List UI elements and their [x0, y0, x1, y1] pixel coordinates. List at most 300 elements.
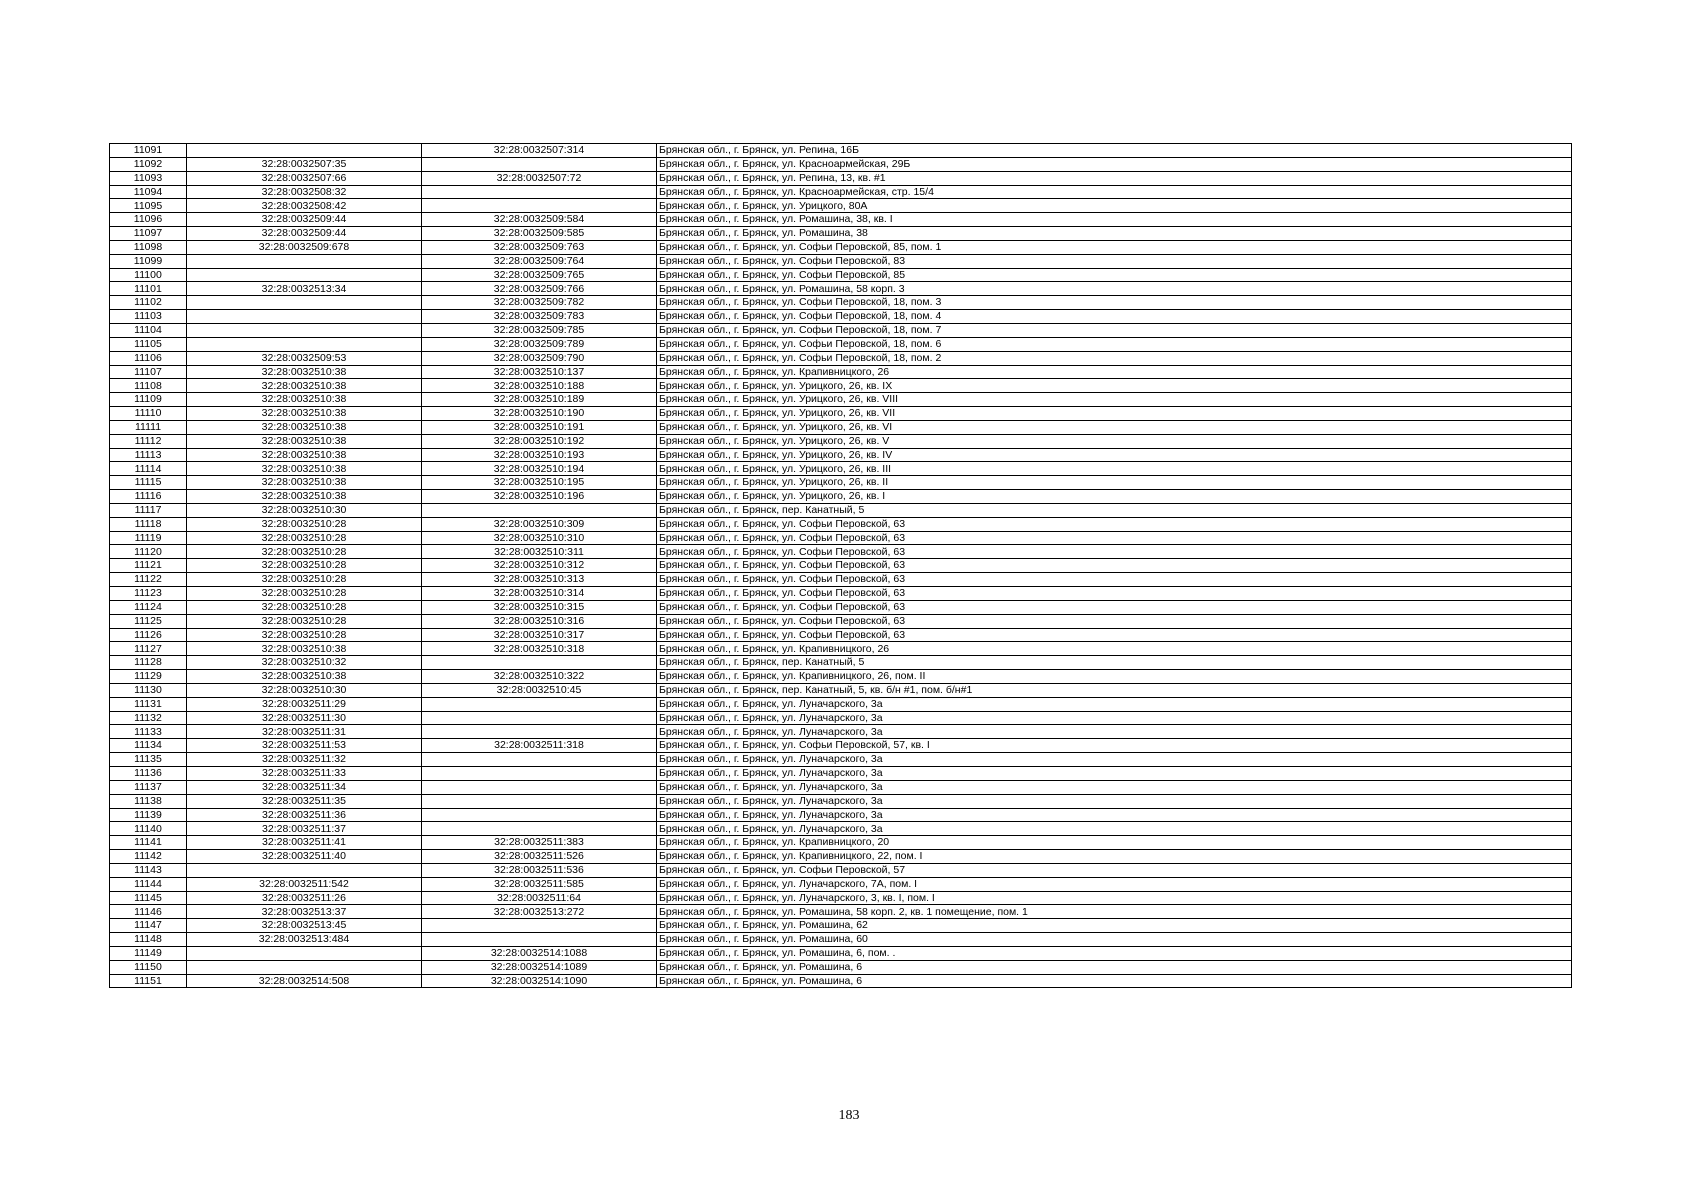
row-number-cell: 11105 — [110, 337, 187, 351]
object-cadastral-number-cell: 32:28:0032509:766 — [422, 282, 657, 296]
row-number-cell: 11111 — [110, 420, 187, 434]
row-number-cell: 11099 — [110, 254, 187, 268]
object-cadastral-number-cell — [422, 780, 657, 794]
address-cell: Брянская обл., г. Брянск, ул. Крапивницкого, 20 — [657, 836, 1572, 850]
table-row — [110, 753, 1572, 767]
row-number-cell: 11101 — [110, 282, 187, 296]
row-number-cell: 11126 — [110, 628, 187, 642]
row-number-cell: 11123 — [110, 587, 187, 601]
object-cadastral-number-cell — [422, 199, 657, 213]
land-cadastral-number-cell: 32:28:0032510:30 — [187, 503, 422, 517]
row-number-cell: 11108 — [110, 379, 187, 393]
land-cadastral-number-cell — [187, 323, 422, 337]
land-cadastral-number-cell: 32:28:0032510:28 — [187, 517, 422, 531]
address-cell: Брянская обл., г. Брянск, ул. Софьи Перовской, 63 — [657, 545, 1572, 559]
land-cadastral-number-cell: 32:28:0032510:38 — [187, 379, 422, 393]
object-cadastral-number-cell: 32:28:0032510:195 — [422, 476, 657, 490]
land-cadastral-number-cell: 32:28:0032508:42 — [187, 199, 422, 213]
land-cadastral-number-cell: 32:28:0032507:35 — [187, 157, 422, 171]
address-cell: Брянская обл., г. Брянск, ул. Софьи Перовской, 18, пом. 6 — [657, 337, 1572, 351]
row-number-cell: 11124 — [110, 600, 187, 614]
row-number-cell: 11132 — [110, 711, 187, 725]
object-cadastral-number-cell: 32:28:0032510:188 — [422, 379, 657, 393]
table-row — [110, 517, 1572, 531]
land-cadastral-number-cell: 32:28:0032511:34 — [187, 780, 422, 794]
object-cadastral-number-cell: 32:28:0032510:190 — [422, 407, 657, 421]
address-cell: Брянская обл., г. Брянск, ул. Урицкого, 26, кв. VII — [657, 407, 1572, 421]
row-number-cell: 11109 — [110, 393, 187, 407]
row-number-cell: 11130 — [110, 683, 187, 697]
object-cadastral-number-cell: 32:28:0032509:783 — [422, 310, 657, 324]
row-number-cell: 11110 — [110, 407, 187, 421]
row-number-cell: 11095 — [110, 199, 187, 213]
table-row — [110, 891, 1572, 905]
table-row — [110, 420, 1572, 434]
land-cadastral-number-cell: 32:28:0032511:26 — [187, 891, 422, 905]
address-cell: Брянская обл., г. Брянск, ул. Софьи Перовской, 57 — [657, 863, 1572, 877]
object-cadastral-number-cell: 32:28:0032510:189 — [422, 393, 657, 407]
object-cadastral-number-cell: 32:28:0032509:790 — [422, 351, 657, 365]
object-cadastral-number-cell — [422, 822, 657, 836]
land-cadastral-number-cell: 32:28:0032510:38 — [187, 420, 422, 434]
row-number-cell: 11131 — [110, 697, 187, 711]
row-number-cell: 11104 — [110, 323, 187, 337]
object-cadastral-number-cell: 32:28:0032510:314 — [422, 587, 657, 601]
object-cadastral-number-cell: 32:28:0032509:584 — [422, 213, 657, 227]
land-cadastral-number-cell: 32:28:0032510:38 — [187, 670, 422, 684]
table-row — [110, 227, 1572, 241]
table-row — [110, 323, 1572, 337]
table-row — [110, 448, 1572, 462]
row-number-cell: 11119 — [110, 531, 187, 545]
address-cell: Брянская обл., г. Брянск, ул. Репина, 13, кв. #1 — [657, 171, 1572, 185]
address-cell: Брянская обл., г. Брянск, ул. Софьи Перовской, 18, пом. 4 — [657, 310, 1572, 324]
row-number-cell: 11121 — [110, 559, 187, 573]
table-row — [110, 434, 1572, 448]
object-cadastral-number-cell — [422, 157, 657, 171]
table-row — [110, 476, 1572, 490]
address-cell: Брянская обл., г. Брянск, ул. Луначарского, 3а — [657, 780, 1572, 794]
land-cadastral-number-cell — [187, 863, 422, 877]
row-number-cell: 11115 — [110, 476, 187, 490]
address-cell: Брянская обл., г. Брянск, ул. Луначарского, 3, кв. I, пом. I — [657, 891, 1572, 905]
object-cadastral-number-cell: 32:28:0032511:585 — [422, 877, 657, 891]
land-cadastral-number-cell: 32:28:0032510:32 — [187, 656, 422, 670]
row-number-cell: 11106 — [110, 351, 187, 365]
table-row — [110, 919, 1572, 933]
address-cell: Брянская обл., г. Брянск, ул. Красноармейская, стр. 15/4 — [657, 185, 1572, 199]
address-cell: Брянская обл., г. Брянск, ул. Софьи Перовской, 18, пом. 7 — [657, 323, 1572, 337]
table-row — [110, 559, 1572, 573]
table-row — [110, 836, 1572, 850]
address-cell: Брянская обл., г. Брянск, ул. Луначарского, 3а — [657, 753, 1572, 767]
object-cadastral-number-cell: 32:28:0032510:192 — [422, 434, 657, 448]
object-cadastral-number-cell — [422, 919, 657, 933]
address-cell: Брянская обл., г. Брянск, ул. Софьи Перовской, 85 — [657, 268, 1572, 282]
object-cadastral-number-cell: 32:28:0032511:64 — [422, 891, 657, 905]
table-row — [110, 725, 1572, 739]
registry-table-body — [110, 144, 1572, 988]
address-cell: Брянская обл., г. Брянск, ул. Луначарского, 3а — [657, 794, 1572, 808]
object-cadastral-number-cell — [422, 933, 657, 947]
object-cadastral-number-cell: 32:28:0032509:782 — [422, 296, 657, 310]
address-cell: Брянская обл., г. Брянск, ул. Ромашина, 60 — [657, 933, 1572, 947]
address-cell: Брянская обл., г. Брянск, ул. Крапивницкого, 26, пом. II — [657, 670, 1572, 684]
address-cell: Брянская обл., г. Брянск, ул. Крапивницкого, 22, пом. I — [657, 850, 1572, 864]
address-cell: Брянская обл., г. Брянск, ул. Софьи Перовской, 63 — [657, 600, 1572, 614]
object-cadastral-number-cell: 32:28:0032513:272 — [422, 905, 657, 919]
row-number-cell: 11118 — [110, 517, 187, 531]
object-cadastral-number-cell: 32:28:0032510:322 — [422, 670, 657, 684]
table-row — [110, 310, 1572, 324]
object-cadastral-number-cell: 32:28:0032509:765 — [422, 268, 657, 282]
object-cadastral-number-cell — [422, 766, 657, 780]
row-number-cell: 11122 — [110, 573, 187, 587]
object-cadastral-number-cell — [422, 503, 657, 517]
table-row — [110, 407, 1572, 421]
table-row — [110, 683, 1572, 697]
address-cell: Брянская обл., г. Брянск, ул. Ромашина, 58 корп. 2, кв. 1 помещение, пом. 1 — [657, 905, 1572, 919]
row-number-cell: 11113 — [110, 448, 187, 462]
object-cadastral-number-cell: 32:28:0032514:1090 — [422, 974, 657, 988]
table-row — [110, 780, 1572, 794]
row-number-cell: 11120 — [110, 545, 187, 559]
object-cadastral-number-cell: 32:28:0032510:309 — [422, 517, 657, 531]
land-cadastral-number-cell: 32:28:0032511:31 — [187, 725, 422, 739]
table-row — [110, 905, 1572, 919]
table-row — [110, 462, 1572, 476]
address-cell: Брянская обл., г. Брянск, ул. Урицкого, 26, кв. II — [657, 476, 1572, 490]
row-number-cell: 11134 — [110, 739, 187, 753]
address-cell: Брянская обл., г. Брянск, ул. Урицкого, 26, кв. III — [657, 462, 1572, 476]
land-cadastral-number-cell: 32:28:0032509:44 — [187, 213, 422, 227]
land-cadastral-number-cell: 32:28:0032510:38 — [187, 365, 422, 379]
table-row — [110, 379, 1572, 393]
address-cell: Брянская обл., г. Брянск, пер. Канатный, 5, кв. б/н #1, пом. б/н#1 — [657, 683, 1572, 697]
land-cadastral-number-cell: 32:28:0032513:37 — [187, 905, 422, 919]
row-number-cell: 11096 — [110, 213, 187, 227]
land-cadastral-number-cell — [187, 337, 422, 351]
land-cadastral-number-cell: 32:28:0032510:28 — [187, 545, 422, 559]
row-number-cell: 11148 — [110, 933, 187, 947]
row-number-cell: 11142 — [110, 850, 187, 864]
table-row — [110, 545, 1572, 559]
row-number-cell: 11103 — [110, 310, 187, 324]
table-row — [110, 213, 1572, 227]
land-cadastral-number-cell: 32:28:0032511:37 — [187, 822, 422, 836]
object-cadastral-number-cell — [422, 185, 657, 199]
object-cadastral-number-cell: 32:28:0032511:526 — [422, 850, 657, 864]
table-row — [110, 600, 1572, 614]
address-cell: Брянская обл., г. Брянск, ул. Урицкого, 26, кв. IV — [657, 448, 1572, 462]
address-cell: Брянская обл., г. Брянск, ул. Урицкого, 26, кв. VIII — [657, 393, 1572, 407]
row-number-cell: 11091 — [110, 144, 187, 158]
row-number-cell: 11094 — [110, 185, 187, 199]
row-number-cell: 11117 — [110, 503, 187, 517]
address-cell: Брянская обл., г. Брянск, ул. Софьи Перовской, 63 — [657, 559, 1572, 573]
object-cadastral-number-cell: 32:28:0032510:315 — [422, 600, 657, 614]
object-cadastral-number-cell — [422, 808, 657, 822]
address-cell: Брянская обл., г. Брянск, ул. Урицкого, 26, кв. IX — [657, 379, 1572, 393]
table-row — [110, 573, 1572, 587]
object-cadastral-number-cell — [422, 656, 657, 670]
land-cadastral-number-cell: 32:28:0032510:30 — [187, 683, 422, 697]
land-cadastral-number-cell: 32:28:0032511:30 — [187, 711, 422, 725]
land-cadastral-number-cell: 32:28:0032511:33 — [187, 766, 422, 780]
table-row — [110, 296, 1572, 310]
object-cadastral-number-cell: 32:28:0032514:1089 — [422, 960, 657, 974]
object-cadastral-number-cell: 32:28:0032510:318 — [422, 642, 657, 656]
address-cell: Брянская обл., г. Брянск, ул. Урицкого, 80А — [657, 199, 1572, 213]
land-cadastral-number-cell: 32:28:0032510:28 — [187, 559, 422, 573]
registry-table — [109, 143, 1572, 988]
address-cell: Брянская обл., г. Брянск, ул. Луначарского, 3а — [657, 766, 1572, 780]
land-cadastral-number-cell: 32:28:0032511:542 — [187, 877, 422, 891]
address-cell: Брянская обл., г. Брянск, ул. Красноармейская, 29Б — [657, 157, 1572, 171]
table-row — [110, 711, 1572, 725]
object-cadastral-number-cell: 32:28:0032509:585 — [422, 227, 657, 241]
row-number-cell: 11093 — [110, 171, 187, 185]
address-cell: Брянская обл., г. Брянск, ул. Софьи Перовской, 63 — [657, 628, 1572, 642]
table-row — [110, 863, 1572, 877]
object-cadastral-number-cell: 32:28:0032510:310 — [422, 531, 657, 545]
address-cell: Брянская обл., г. Брянск, ул. Ромашина, 6 — [657, 974, 1572, 988]
land-cadastral-number-cell: 32:28:0032510:28 — [187, 614, 422, 628]
row-number-cell: 11135 — [110, 753, 187, 767]
row-number-cell: 11140 — [110, 822, 187, 836]
row-number-cell: 11137 — [110, 780, 187, 794]
table-row — [110, 240, 1572, 254]
row-number-cell: 11136 — [110, 766, 187, 780]
land-cadastral-number-cell: 32:28:0032510:28 — [187, 531, 422, 545]
object-cadastral-number-cell: 32:28:0032510:193 — [422, 448, 657, 462]
address-cell: Брянская обл., г. Брянск, ул. Софьи Перовской, 63 — [657, 531, 1572, 545]
row-number-cell: 11128 — [110, 656, 187, 670]
address-cell: Брянская обл., г. Брянск, ул. Крапивницкого, 26 — [657, 642, 1572, 656]
table-row — [110, 614, 1572, 628]
land-cadastral-number-cell: 32:28:0032510:38 — [187, 393, 422, 407]
land-cadastral-number-cell — [187, 254, 422, 268]
table-row — [110, 670, 1572, 684]
table-row — [110, 739, 1572, 753]
table-row — [110, 503, 1572, 517]
address-cell: Брянская обл., г. Брянск, ул. Ромашина, 6 — [657, 960, 1572, 974]
row-number-cell: 11098 — [110, 240, 187, 254]
object-cadastral-number-cell: 32:28:0032511:536 — [422, 863, 657, 877]
row-number-cell: 11116 — [110, 490, 187, 504]
land-cadastral-number-cell: 32:28:0032510:28 — [187, 573, 422, 587]
table-row — [110, 531, 1572, 545]
table-row — [110, 365, 1572, 379]
object-cadastral-number-cell: 32:28:0032507:72 — [422, 171, 657, 185]
row-number-cell: 11150 — [110, 960, 187, 974]
object-cadastral-number-cell: 32:28:0032509:789 — [422, 337, 657, 351]
table-row — [110, 960, 1572, 974]
row-number-cell: 11144 — [110, 877, 187, 891]
table-row — [110, 157, 1572, 171]
row-number-cell: 11143 — [110, 863, 187, 877]
land-cadastral-number-cell: 32:28:0032507:66 — [187, 171, 422, 185]
object-cadastral-number-cell: 32:28:0032509:764 — [422, 254, 657, 268]
row-number-cell: 11147 — [110, 919, 187, 933]
table-row — [110, 933, 1572, 947]
table-row — [110, 171, 1572, 185]
object-cadastral-number-cell: 32:28:0032507:314 — [422, 144, 657, 158]
row-number-cell: 11129 — [110, 670, 187, 684]
land-cadastral-number-cell: 32:28:0032513:34 — [187, 282, 422, 296]
row-number-cell: 11100 — [110, 268, 187, 282]
object-cadastral-number-cell: 32:28:0032510:312 — [422, 559, 657, 573]
table-row — [110, 974, 1572, 988]
land-cadastral-number-cell: 32:28:0032510:28 — [187, 628, 422, 642]
object-cadastral-number-cell: 32:28:0032510:194 — [422, 462, 657, 476]
land-cadastral-number-cell: 32:28:0032510:38 — [187, 407, 422, 421]
land-cadastral-number-cell: 32:28:0032511:29 — [187, 697, 422, 711]
land-cadastral-number-cell — [187, 960, 422, 974]
row-number-cell: 11133 — [110, 725, 187, 739]
land-cadastral-number-cell: 32:28:0032508:32 — [187, 185, 422, 199]
table-row — [110, 808, 1572, 822]
address-cell: Брянская обл., г. Брянск, ул. Луначарского, 3а — [657, 711, 1572, 725]
row-number-cell: 11145 — [110, 891, 187, 905]
table-row — [110, 877, 1572, 891]
row-number-cell: 11097 — [110, 227, 187, 241]
land-cadastral-number-cell: 32:28:0032511:41 — [187, 836, 422, 850]
table-row — [110, 794, 1572, 808]
object-cadastral-number-cell: 32:28:0032511:383 — [422, 836, 657, 850]
address-cell: Брянская обл., г. Брянск, ул. Ромашина, 58 корп. 3 — [657, 282, 1572, 296]
land-cadastral-number-cell: 32:28:0032509:44 — [187, 227, 422, 241]
row-number-cell: 11092 — [110, 157, 187, 171]
land-cadastral-number-cell: 32:28:0032511:35 — [187, 794, 422, 808]
row-number-cell: 11114 — [110, 462, 187, 476]
table-row — [110, 656, 1572, 670]
land-cadastral-number-cell — [187, 946, 422, 960]
table-row — [110, 587, 1572, 601]
land-cadastral-number-cell: 32:28:0032510:38 — [187, 490, 422, 504]
land-cadastral-number-cell: 32:28:0032510:28 — [187, 587, 422, 601]
row-number-cell: 11139 — [110, 808, 187, 822]
land-cadastral-number-cell: 32:28:0032509:53 — [187, 351, 422, 365]
table-row — [110, 185, 1572, 199]
table-row — [110, 850, 1572, 864]
table-row — [110, 766, 1572, 780]
address-cell: Брянская обл., г. Брянск, ул. Софьи Перовской, 18, пом. 2 — [657, 351, 1572, 365]
land-cadastral-number-cell: 32:28:0032510:28 — [187, 600, 422, 614]
row-number-cell: 11102 — [110, 296, 187, 310]
address-cell: Брянская обл., г. Брянск, ул. Луначарского, 3а — [657, 697, 1572, 711]
table-row — [110, 199, 1572, 213]
row-number-cell: 11127 — [110, 642, 187, 656]
address-cell: Брянская обл., г. Брянск, ул. Луначарского, 7А, пом. I — [657, 877, 1572, 891]
table-row — [110, 393, 1572, 407]
address-cell: Брянская обл., г. Брянск, ул. Ромашина, 6, пом. . — [657, 946, 1572, 960]
object-cadastral-number-cell — [422, 725, 657, 739]
row-number-cell: 11112 — [110, 434, 187, 448]
address-cell: Брянская обл., г. Брянск, ул. Луначарского, 3а — [657, 822, 1572, 836]
land-cadastral-number-cell: 32:28:0032510:38 — [187, 462, 422, 476]
row-number-cell: 11138 — [110, 794, 187, 808]
address-cell: Брянская обл., г. Брянск, пер. Канатный, 5 — [657, 656, 1572, 670]
object-cadastral-number-cell: 32:28:0032511:318 — [422, 739, 657, 753]
object-cadastral-number-cell — [422, 697, 657, 711]
table-row — [110, 351, 1572, 365]
land-cadastral-number-cell: 32:28:0032510:38 — [187, 448, 422, 462]
table-row — [110, 642, 1572, 656]
address-cell: Брянская обл., г. Брянск, ул. Ромашина, 62 — [657, 919, 1572, 933]
address-cell: Брянская обл., г. Брянск, ул. Софьи Перовской, 63 — [657, 517, 1572, 531]
land-cadastral-number-cell: 32:28:0032511:40 — [187, 850, 422, 864]
address-cell: Брянская обл., г. Брянск, ул. Урицкого, 26, кв. V — [657, 434, 1572, 448]
address-cell: Брянская обл., г. Брянск, ул. Софьи Перовской, 18, пом. 3 — [657, 296, 1572, 310]
page-number: 183 — [838, 1108, 860, 1123]
land-cadastral-number-cell — [187, 144, 422, 158]
row-number-cell: 11107 — [110, 365, 187, 379]
object-cadastral-number-cell: 32:28:0032510:137 — [422, 365, 657, 379]
address-cell: Брянская обл., г. Брянск, ул. Крапивницкого, 26 — [657, 365, 1572, 379]
land-cadastral-number-cell: 32:28:0032511:36 — [187, 808, 422, 822]
row-number-cell: 11141 — [110, 836, 187, 850]
land-cadastral-number-cell: 32:28:0032514:508 — [187, 974, 422, 988]
row-number-cell: 11149 — [110, 946, 187, 960]
address-cell: Брянская обл., г. Брянск, ул. Репина, 16Б — [657, 144, 1572, 158]
object-cadastral-number-cell: 32:28:0032510:317 — [422, 628, 657, 642]
row-number-cell: 11151 — [110, 974, 187, 988]
land-cadastral-number-cell: 32:28:0032511:32 — [187, 753, 422, 767]
address-cell: Брянская обл., г. Брянск, ул. Софьи Перовской, 57, кв. I — [657, 739, 1572, 753]
table-row — [110, 946, 1572, 960]
address-cell: Брянская обл., г. Брянск, ул. Ромашина, 38, кв. I — [657, 213, 1572, 227]
row-number-cell: 11125 — [110, 614, 187, 628]
address-cell: Брянская обл., г. Брянск, ул. Софьи Перовской, 63 — [657, 614, 1572, 628]
table-row — [110, 697, 1572, 711]
table-row — [110, 628, 1572, 642]
object-cadastral-number-cell — [422, 753, 657, 767]
address-cell: Брянская обл., г. Брянск, ул. Луначарского, 3а — [657, 808, 1572, 822]
address-cell: Брянская обл., г. Брянск, ул. Софьи Перовской, 85, пом. 1 — [657, 240, 1572, 254]
table-row — [110, 144, 1572, 158]
address-cell: Брянская обл., г. Брянск, ул. Урицкого, 26, кв. I — [657, 490, 1572, 504]
row-number-cell: 11146 — [110, 905, 187, 919]
table-row — [110, 254, 1572, 268]
address-cell: Брянская обл., г. Брянск, пер. Канатный, 5 — [657, 503, 1572, 517]
address-cell: Брянская обл., г. Брянск, ул. Ромашина, 38 — [657, 227, 1572, 241]
land-cadastral-number-cell: 32:28:0032511:53 — [187, 739, 422, 753]
object-cadastral-number-cell: 32:28:0032509:763 — [422, 240, 657, 254]
address-cell: Брянская обл., г. Брянск, ул. Софьи Перовской, 83 — [657, 254, 1572, 268]
address-cell: Брянская обл., г. Брянск, ул. Урицкого, 26, кв. VI — [657, 420, 1572, 434]
land-cadastral-number-cell: 32:28:0032509:678 — [187, 240, 422, 254]
land-cadastral-number-cell — [187, 268, 422, 282]
table-row — [110, 268, 1572, 282]
object-cadastral-number-cell: 32:28:0032509:785 — [422, 323, 657, 337]
object-cadastral-number-cell — [422, 711, 657, 725]
object-cadastral-number-cell — [422, 794, 657, 808]
object-cadastral-number-cell: 32:28:0032514:1088 — [422, 946, 657, 960]
object-cadastral-number-cell: 32:28:0032510:316 — [422, 614, 657, 628]
address-cell: Брянская обл., г. Брянск, ул. Луначарского, 3а — [657, 725, 1572, 739]
object-cadastral-number-cell: 32:28:0032510:45 — [422, 683, 657, 697]
object-cadastral-number-cell: 32:28:0032510:191 — [422, 420, 657, 434]
land-cadastral-number-cell: 32:28:0032513:484 — [187, 933, 422, 947]
land-cadastral-number-cell: 32:28:0032513:45 — [187, 919, 422, 933]
object-cadastral-number-cell: 32:28:0032510:311 — [422, 545, 657, 559]
address-cell: Брянская обл., г. Брянск, ул. Софьи Перовской, 63 — [657, 587, 1572, 601]
address-cell: Брянская обл., г. Брянск, ул. Софьи Перовской, 63 — [657, 573, 1572, 587]
table-row — [110, 282, 1572, 296]
object-cadastral-number-cell: 32:28:0032510:196 — [422, 490, 657, 504]
table-row — [110, 337, 1572, 351]
